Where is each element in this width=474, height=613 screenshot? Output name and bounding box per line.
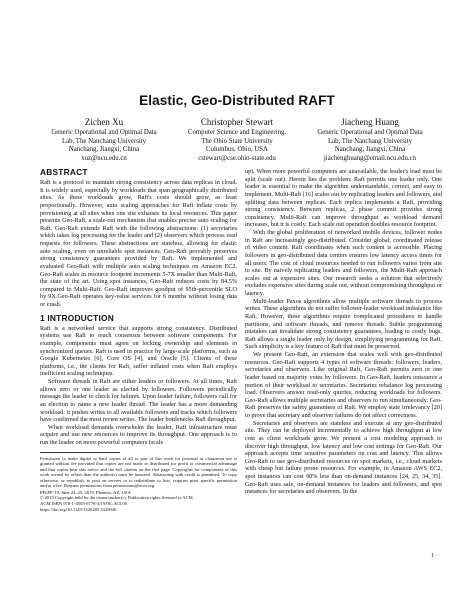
author-3 <box>306 116 434 163</box>
page-number: 1 <box>431 553 434 559</box>
body-paragraph: Secretaries and observers are stateless and execute at any geo-distributed site. They can be deployed incrementally to achieve high throughput at low cost as client workloads grow. We present a cost modeling approach to discover high throughput, low latency and low cost settings for Geo-Raft. Our approach accepts time sensitive parameters on cost and latency. This allows Geo-Raft to use geo-distributed resources on spot markets, i.e., cloud markets with cheap but failure prone resources. For example, in Amazon AWS EC2, spot instances can cost 90% less than on-demand instances [24, 25, 34, 35]. Geo-Raft uses safe, on-demand instances for leaders and followers, and spot instances for secretaries and observers. In the <box>245 419 442 496</box>
author-affiliation-line: Lab, The Nanchang University <box>327 137 413 145</box>
doi-link[interactable]: https://doi.org/10.1145/3326285.3329046 <box>40 506 117 512</box>
right-column <box>245 168 442 496</box>
author-affiliation-line: Nanchang, Jiangxi, China <box>68 146 140 154</box>
intro-paragraph: When workload demands overwhelm the leader, Raft infrastructure must acquire and use new resources to improve its throughput. One approach is to run the leader on more powerful computers (scale <box>40 423 237 446</box>
section-heading-introduction: 1 INTRODUCTION <box>40 312 114 323</box>
body-paragraph: up). When more powerful computers are unavailable, the leader's load must be split (scale out). Herein lies the problem: Raft permits one leader only. One leader is essential to make the algorithm understandable, correct, and easy to implement. Multi-Raft [16] scales out by replicating leaders and followers, and splitting data between replicas. Each replica implements a Raft, providing strong consistency. Between replicas, 2 phase commit provides strong consistency. Multi-Raft can improve throughput as workload demand increases, but it is costly. Each scale out operation doubles resource footprint. <box>245 168 442 229</box>
author-email: cstewart@cse.ohio-state.edu <box>198 154 276 162</box>
author-affiliation-line: Generic Operational and Optimal Data <box>317 129 423 136</box>
abstract-text: Raft is a protocol to maintain strong consistency across data replicas in cloud. It is widely used, especially by workloads that span geographically distributed sites. As these workloads grow, Raft's costs should grow, as least proportionally. However, auto scaling approaches for Raft inflate costs by provisioning at all sites when one site exhausts its local resources. This paper presents Geo-Raft, a scale-out mechanism that enables precise auto scaling for Raft. Geo-Raft extends Raft with the following abstractions: (1) secretaries which takes log processing for the leader and (2) observers which process read requests for followers. These abstractions are stateless, allowing for elastic auto scaling, even on unreliable spot instances. Geo-Raft provably preserves strong consistency guarantees provided by Raft. We implemented and evaluated Geo-Raft with multiple auto scaling techniques on Amazon EC2. Geo-Raft scales in resource footprint increments 5-7X smaller than Multi-Raft, the state of the art. Using spot instances, Geo-Raft reduces costs by 84.5% compared to Multi-Raft. Geo-Raft improves goodput of 95th-percentile SLO by 9X.Geo-Raft operates key-value services for 6 months without losing data or crash. <box>40 179 237 308</box>
intro-paragraph: Raft is a networked service that supports strong consistency. Distributed systems use Raft to reach consensus between software components. For example, components must agree on locking ownership and elements in synchronized queues. Raft is used in practice by large-scale platforms, such as Google Kubernetes [6], Core OS [4], and Oracle [5]. Clients of these platforms, i.e., the clients for Raft, suffer inflated costs when Raft employs inefficient scaling techniques. <box>40 324 237 378</box>
author-affiliation-line: The Ohio State University <box>201 137 273 145</box>
body-paragraph: We present Geo-Raft, an extension that scales well with geo-distributed resources. Geo-Raft supports 4 types of software threads: followers, leaders, secretaries and observers. Like original Raft, Geo-Raft permits zero or one leader based on majority votes by followers. In Geo-Raft, leaders outsource a portion of their workload to secretaries. Secretaries rebalance log processing load. Observers answer read-only queries, reducing workloads for followers. Geo-Raft allows multiple secretaries and observers to run simultaneously. Geo-Raft preserves the safety guarantees of Raft. We employ state irrelevancy [20] to prove that secretary and observer failures do not affect correctness. <box>245 351 442 419</box>
permission-footnote: Permission to make digital or hard copies of all or part of this work for personal or classroom use is granted without fee provided that copies are not made or distributed for profit or commercial advantage and that copies bear this notice and the full citation on the first page. Copyrights for components of this work owned by others than the author(s) must be honored. Abstracting with credit is permitted. To copy otherwise, or republish, to post on servers or to redistribute to lists, requires prior specific permission and/or a fee. Request permissions from permissions@acm.org. <box>40 455 237 489</box>
left-column <box>40 167 237 512</box>
author-affiliation-line: Generic Operational and Optimal Data <box>51 129 157 136</box>
venue-line: PPoPP '19, June 24–25, 2019, Phoenix, AZ, USA <box>40 489 131 495</box>
paper-title: Elastic, Geo-Distributed RAFT <box>139 93 335 108</box>
abstract-heading: ABSTRACT <box>40 167 88 177</box>
author-affiliation-line: Computer Science and Engineering, <box>187 129 287 136</box>
author-block <box>40 116 434 163</box>
author-name: Jiacheng Huang <box>341 117 399 127</box>
author-affiliation-line: Columbus, Ohio, USA <box>206 146 268 154</box>
author-name: Christopher Stewart <box>200 117 274 127</box>
author-affiliation-line: Nanchang, Jiangxi, China <box>334 146 406 154</box>
copyright-line: © 2019 Copyright held by the owner/author(s). Publication rights licensed to ACM. <box>40 495 194 501</box>
author-name: Zichen Xu <box>84 117 124 127</box>
isbn-line: ACM ISBN 978-1-4503-6778-3/19/06...$15.00 <box>40 501 128 506</box>
author-email: xuz@ncu.edu.cn <box>81 154 127 162</box>
body-paragraph: With the global proliferation of networked mobile devices, follower nodes in Raft are increasingly geo-distributed. Consider global, coordinated release of video content. Raft coordinates when such content is accessible. Placing followers in geo-distributed data centers ensures low latency access times for all users. The cost of cloud resources needed to run followers varies from site to site. By naively replicating leaders and followers, the Multi-Raft approach scales out at expensive sites. Our research seeks a solution that selectively excludes expensive sites during scale out, without compromising throughput or latency. <box>245 229 442 297</box>
author-1 <box>40 116 168 163</box>
author-2 <box>173 116 301 163</box>
author-affiliation-line: Lab, The Nanchang University <box>61 137 147 145</box>
intro-paragraph: Software threads in Raft are either leaders or followers. At all times, Raft allows zero or one leader as elected by followers. Followers periodically message the leader to check for failures. Upon leader failure, followers call for an election to name a new leader thread. The leader has a more demanding workload: it pushes writes to all available followers and tracks which followers have confirmed the most recent writes. The leader bottlenecks Raft throughput. <box>40 378 237 424</box>
author-email: jiachenghuang@email.ncu.edu.cn <box>323 154 417 162</box>
footnote-rule <box>40 452 120 453</box>
body-paragraph: Multi-leader Paxos algorithms allow multiple software threads to process writes. These algorithms do not suffer follower-leader workload imbalance like Raft. However, these algorithms require complicated procedures to handle partitions, and software threads, and remove threads. Subtle programming mistakes can invalidate strong consistency guarantees, leading to costly bugs. Raft allows a single leader only by design, simplifying programming for Raft. Such simplicity is a key feature of Raft that must be preserved. <box>245 297 442 351</box>
